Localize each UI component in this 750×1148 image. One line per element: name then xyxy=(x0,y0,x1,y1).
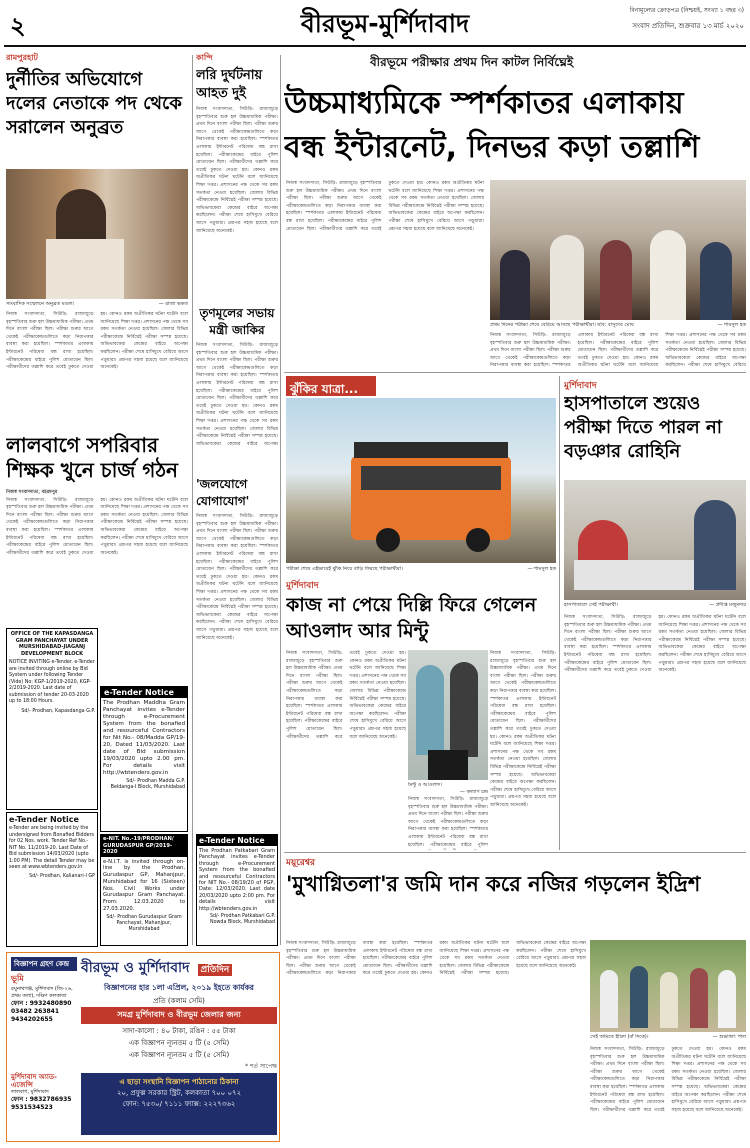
story-headline: লালবাগে সপরিবার শিক্ষক খুনে চার্জ গঠন xyxy=(6,433,178,482)
notice-body: The Prodhan Maddha Gram Panchayat invites e-Tender through e-Procurement System from the bonafied and resourceful Contractors for Nit No.- 08/Madda GP/19-20, Dated 11/03/2020. Last date of Bid submission 19/03/2020 upto 2.00 pm. For details visit http://wbtenders.gov.in xyxy=(103,700,185,776)
ad-agent-2 xyxy=(11,1073,75,1112)
photo-hospital xyxy=(564,480,746,600)
hospital-caption: হাসপাতালে সেই পরীক্ষার্থী। xyxy=(564,602,618,608)
ad-line-6: এক বিজ্ঞাপন ন্যূনতম ৫ টি (৫ সেমি) xyxy=(128,1051,230,1059)
page-number: ২ xyxy=(10,12,26,40)
story-place: কান্দি xyxy=(196,53,213,62)
story-left-1 xyxy=(6,52,188,427)
ad-header-label: বিজ্ঞাপন গ্রহণ কেন্দ্র xyxy=(11,957,77,971)
delhi-place: মুর্শিদাবাদ xyxy=(286,581,319,591)
notice-body: The Prodhan Patkabari Gram Panchayat invites e-Tender through e-Procurement System from the bonafied and resourceful Contractors for NIT No.- 08/19/20 of PGP, Date: 12/03/2020. Last date 20/03/2020 upto 2:00 pm. For details visit http://wbtenders.gov.in xyxy=(199,848,275,912)
notice-sign: Sd/- Prodhan, Kalianari-I GP xyxy=(29,873,95,879)
column-rule-2 xyxy=(280,55,281,945)
masthead-date: সংবাদ প্রতিদিন, শুক্রবার ১৩ মার্চ ২০২০ xyxy=(632,22,744,30)
photo-two-men xyxy=(408,650,488,780)
main-headline-2: বন্ধ ইন্টারনেট, দিনভর কড়া তল্লাশি xyxy=(284,130,700,165)
ad-agent-1-name: ভূমি xyxy=(11,974,24,983)
masthead-title: বীরভূম-মুর্শিদাবাদ xyxy=(300,9,470,38)
ad-footer-2: ২০, প্রফুল্ল সরকার স্ট্রিট, কলকাতা ৭০০ ০৭২ xyxy=(116,1089,242,1097)
bus-headline-text: ঝুঁকির যাত্রা... xyxy=(290,382,359,396)
story-place: রামপুরহাট xyxy=(6,53,38,62)
notice-gurudaspur xyxy=(100,834,188,946)
story-body: নিজস্ব সংবাদদাতা, সিউড়ি: রাজ্যজুড়ে বৃহস্পতিবার শুরু হল উচ্চমাধ্যমিক পরীক্ষা। প্রথম দিনে বাংলা পরীক্ষা ছিল। পরীক্ষা শুরুর আগে থেকেই পরীক্ষাকেন্দ্রগুলিতে কড়া নিরাপত্তার ব্যবস্থা করা হয়েছিল। স্পর্শকাতর এলাকায় ইন্টারনেট পরিষেবা বন্ধ রাখা হয়েছিল। পরীক্ষাকেন্দ্রের বাইরে পুলিশ মোতায়েন ছিল। পরীক্ষার্থীদের তল্লাশি করে তবেই ঢুকতে দেওয়া হয়। কোনও রকম অপ্রীতিকর ঘটনা ঘটেনি বলে জানিয়েছে শিক্ষা দপ্তর। প্রশাসনের পক্ষ থেকে সব রকম সতর্কতা নেওয়া হয়েছিল। জেলার বিভিন্ন পরীক্ষাকেন্দ্রে নির্বিঘ্নেই পরীক্ষা সম্পন্ন হয়েছে। অভিভাবকেরা কেন্দ্রের বাইরে অপেক্ষা করছিলেন। পরীক্ষা শেষে হাসিমুখে বেরিয়ে আসে পড়ুয়ারা। প্রশ্নপত্র সহজ হয়েছে বলে জানিয়েছে অনেকেই। xyxy=(6,497,188,556)
delhi-credit: — কল্যাণ চন্দ্র xyxy=(459,789,488,795)
ad-note: * শর্ত সাপেক্ষ xyxy=(245,1063,277,1070)
notice-body: NOTICE INVITING e-Tender. e-Tender are invited through online by Bid System under following Tender (Vide) No: KGP-1/2019-2020, KGP-2/2019-2020. Last date of submission of tender 20-03-2020 up to 18:00 Hours. xyxy=(9,660,95,704)
bus-credit: — শামসুল হক xyxy=(527,566,556,572)
story-byline: নিজস্ব সংবাদদাতা, বহরমপুর xyxy=(6,490,58,495)
column-rule-3 xyxy=(559,376,560,850)
photo-land-donation xyxy=(590,940,746,1032)
notice-sign: Sd/- Prodhan Gurudaspur Gram Panchayat, Mahanjpur, Murshidabad xyxy=(106,914,182,932)
notice-sign: Sd/- Prodhan Madda G.P. Beldanga-I Block, Murshidabad xyxy=(110,779,185,790)
bottom-body: নিজস্ব সংবাদদাতা, সিউড়ি: রাজ্যজুড়ে বৃহস্পতিবার শুরু হল উচ্চমাধ্যমিক পরীক্ষা। প্রথম দিনে বাংলা পরীক্ষা ছিল। পরীক্ষা শুরুর আগে থেকেই পরীক্ষাকেন্দ্রগুলিতে কড়া নিরাপত্তার ব্যবস্থা করা হয়েছিল। স্পর্শকাতর এলাকায় ইন্টারনেট পরিষেবা বন্ধ রাখা হয়েছিল। পরীক্ষাকেন্দ্রের বাইরে পুলিশ মোতায়েন ছিল। পরীক্ষার্থীদের তল্লাশি করে তবেই ঢুকতে দেওয়া হয়। কোনও রকম অপ্রীতিকর ঘটনা ঘটেনি বলে জানিয়েছে শিক্ষা দপ্তর। প্রশাসনের পক্ষ থেকে সব রকম সতর্কতা নেওয়া হয়েছিল। জেলার বিভিন্ন পরীক্ষাকেন্দ্রে নির্বিঘ্নেই পরীক্ষা সম্পন্ন হয়েছে। অভিভাবকেরা কেন্দ্রের বাইরে অপেক্ষা করছিলেন। পরীক্ষা শেষে হাসিমুখে বেরিয়ে আসে পড়ুয়ারা। প্রশ্নপত্র সহজ হয়েছে বলে জানিয়েছে অনেকেই। xyxy=(286,941,586,977)
notice-title: e-NIT. No.-19/PRODHAN/ GURUDASPUR GP/2019-2020 xyxy=(101,835,187,857)
ad-line-4: সাদা-কালো : ৪০ টাকা, রঙিন : ৫৫ টাকা xyxy=(122,1027,236,1035)
notice-body: e-N.I.T. is invited through on-line by the Prodhan, Gurudaspur GP, Mahanjpur, Murshidabad for 16 (Sixteen) Nos. Civil Works under Gurudaspur Gram Panchayat. From: 12.03.2020 to 27.03.2020. xyxy=(103,858,185,913)
story-mid-1 xyxy=(196,52,278,302)
story-body: নিজস্ব সংবাদদাতা, সিউড়ি: রাজ্যজুড়ে বৃহস্পতিবার শুরু হল উচ্চমাধ্যমিক পরীক্ষা। প্রথম দিনে বাংলা পরীক্ষা ছিল। পরীক্ষা শুরুর আগে থেকেই পরীক্ষাকেন্দ্রগুলিতে কড়া নিরাপত্তার ব্যবস্থা করা হয়েছিল। স্পর্শকাতর এলাকায় ইন্টারনেট পরিষেবা বন্ধ রাখা হয়েছিল। পরীক্ষাকেন্দ্রের বাইরে পুলিশ মোতায়েন ছিল। পরীক্ষার্থীদের তল্লাশি করে তবেই ঢুকতে দেওয়া হয়। কোনও রকম অপ্রীতিকর ঘটনা ঘটেনি বলে জানিয়েছে শিক্ষা দপ্তর। প্রশাসনের পক্ষ থেকে সব রকম সতর্কতা নেওয়া হয়েছিল। জেলার বিভিন্ন পরীক্ষাকেন্দ্রে নির্বিঘ্নেই পরীক্ষা সম্পন্ন হয়েছে। অভিভাবকেরা কেন্দ্রের বাইরে অপেক্ষা করছিলেন। পরীক্ষা শেষে হাসিমুখে বেরিয়ে আসে পড়ুয়ারা। প্রশ্নপত্র সহজ হয়েছে বলে জানিয়েছে অনেকেই। xyxy=(196,514,278,641)
ad-agent-2-name: মুর্শিদাবাদ অ্যাড-এজেন্সি xyxy=(11,1073,57,1089)
hospital-place: মুর্শিদাবাদ xyxy=(564,381,597,391)
delhi-caption: মিন্টু ও আওলাদ। xyxy=(408,782,443,788)
main-headline-1: উচ্চমাধ্যমিকে স্পর্শকাতর এলাকায় xyxy=(284,86,684,121)
story-mid-3 xyxy=(196,476,278,682)
story-body: নিজস্ব সংবাদদাতা, সিউড়ি: রাজ্যজুড়ে বৃহস্পতিবার শুরু হল উচ্চমাধ্যমিক পরীক্ষা। প্রথম দিনে বাংলা পরীক্ষা ছিল। পরীক্ষা শুরুর আগে থেকেই পরীক্ষাকেন্দ্রগুলিতে কড়া নিরাপত্তার ব্যবস্থা করা হয়েছিল। স্পর্শকাতর এলাকায় ইন্টারনেট পরিষেবা বন্ধ রাখা হয়েছিল। পরীক্ষাকেন্দ্রের বাইরে পুলিশ মোতায়েন ছিল। পরীক্ষার্থীদের তল্লাশি করে তবেই ঢুকতে দেওয়া হয়। কোনও রকম অপ্রীতিকর ঘটনা ঘটেনি বলে জানিয়েছে শিক্ষা দপ্তর। প্রশাসনের পক্ষ থেকে সব রকম সতর্কতা নেওয়া হয়েছিল। জেলার বিভিন্ন পরীক্ষাকেন্দ্রে নির্বিঘ্নেই পরীক্ষা সম্পন্ন হয়েছে। অভিভাবকেরা কেন্দ্রের বাইরে অপেক্ষা xyxy=(196,343,278,445)
story-headline: দুর্নীতির অভিযোগে দলের নেতাকে পদ থেকে সরালেন অনুব্রত xyxy=(6,69,182,138)
ad-brand xyxy=(81,956,277,978)
story-headline: লরি দুর্ঘটনায় আহত দুই xyxy=(196,68,263,101)
delhi-body: নিজস্ব সংবাদদাতা, সিউড়ি: রাজ্যজুড়ে বৃহস্পতিবার শুরু হল উচ্চমাধ্যমিক পরীক্ষা। প্রথম দিনে বাংলা পরীক্ষা ছিল। পরীক্ষা শুরুর আগে থেকেই পরীক্ষাকেন্দ্রগুলিতে কড়া নিরাপত্তার ব্যবস্থা করা হয়েছিল। স্পর্শকাতর এলাকায় ইন্টারনেট পরিষেবা বন্ধ রাখা হয়েছিল। পরীক্ষাকেন্দ্রের বাইরে পুলিশ মোতায়েন ছিল। পরীক্ষার্থীদের তল্লাশি করে তবেই ঢুকতে দেওয়া হয়। কোনও রকম অপ্রীতিকর ঘটনা ঘটেনি বলে জানিয়েছে শিক্ষা দপ্তর। প্রশাসনের পক্ষ থেকে সব রকম সতর্কতা নেওয়া হয়েছিল। জেলার বিভিন্ন পরীক্ষাকেন্দ্রে নির্বিঘ্নেই পরীক্ষা সম্পন্ন হয়েছে। অভিভাবকেরা কেন্দ্রের বাইরে অপেক্ষা করছিলেন। পরীক্ষা শেষে হাসিমুখে বেরিয়ে আসে পড়ুয়ারা। প্রশ্নপত্র সহজ হয়েছে বলে জানিয়েছে অনেকেই। xyxy=(286,651,406,740)
masthead xyxy=(0,0,750,46)
ad-box xyxy=(6,952,280,1142)
notice-title: e-Tender Notice xyxy=(101,687,187,698)
main-photo-caption: প্রথম দিনের পরীক্ষা শেষে বেরিয়ে আসছে পরীক্ষার্থীরা। ছবি: বাসুদেব ঘোষ xyxy=(490,322,634,328)
ad-agent-1 xyxy=(11,973,75,1024)
ad-footer-3: ফোন: ৭৫৩০/ ৭১১১ ফ্যাক্স: ২২২৭৩৬২ xyxy=(122,1100,236,1108)
notice-title: OFFICE OF THE KAPASDANGA GRAM PANCHAYAT UNDER MURSHIDABAD-JIAGANJ DEVELOPMENT BLOCK xyxy=(10,631,94,657)
masthead-rule xyxy=(4,45,746,47)
ad-agent-1-phone: ফোন : 9932480890 03482 263841 9434202655 xyxy=(11,1000,72,1023)
main-photo-credit: — শামসুল হক xyxy=(717,322,746,328)
ad-line-2: প্রতি (কলাম সেমি) xyxy=(153,997,205,1005)
photo-press-conference xyxy=(6,169,188,299)
story-mid-2 xyxy=(196,305,278,445)
notice-title: e-Tender Notice xyxy=(9,815,79,824)
story-body: নিজস্ব সংবাদদাতা, সিউড়ি: রাজ্যজুড়ে বৃহস্পতিবার শুরু হল উচ্চমাধ্যমিক পরীক্ষা। প্রথম দিনে বাংলা পরীক্ষা ছিল। পরীক্ষা শুরুর আগে থেকেই পরীক্ষাকেন্দ্রগুলিতে কড়া নিরাপত্তার ব্যবস্থা করা হয়েছিল। স্পর্শকাতর এলাকায় ইন্টারনেট পরিষেবা বন্ধ রাখা হয়েছিল। পরীক্ষাকেন্দ্রের বাইরে পুলিশ মোতায়েন ছিল। পরীক্ষার্থীদের তল্লাশি করে তবেই ঢুকতে দেওয়া হয়। কোনও রকম অপ্রীতিকর ঘটনা ঘটেনি বলে জানিয়েছে শিক্ষা দপ্তর। প্রশাসনের পক্ষ থেকে সব রকম সতর্কতা নেওয়া হয়েছিল। জেলার বিভিন্ন পরীক্ষাকেন্দ্রে নির্বিঘ্নেই পরীক্ষা সম্পন্ন হয়েছে। অভিভাবকেরা কেন্দ্রের বাইরে অপেক্ষা করছিলেন। পরীক্ষা শেষে হাসিমুখে বেরিয়ে আসে পড়ুয়ারা। প্রশ্নপত্র সহজ হয়েছে বলে জানিয়েছে অনেকেই। xyxy=(6,312,188,371)
delhi-body-3: নিজস্ব সংবাদদাতা, সিউড়ি: রাজ্যজুড়ে বৃহস্পতিবার শুরু হল উচ্চমাধ্যমিক পরীক্ষা। প্রথম দিনে বাংলা পরীক্ষা ছিল। পরীক্ষা শুরুর আগে থেকেই পরীক্ষাকেন্দ্রগুলিতে কড়া নিরাপত্তার ব্যবস্থা করা হয়েছিল। স্পর্শকাতর এলাকায় ইন্টারনেট পরিষেবা বন্ধ রাখা হয়েছিল। পরীক্ষাকেন্দ্রের বাইরে পুলিশ xyxy=(408,797,488,848)
kicker-top: বীরভূমে পরীক্ষার প্রথম দিন কাটল নির্বিঘ্নেই xyxy=(370,55,574,69)
story-headline: তৃণমূলের সভায় মন্ত্রী জাকির xyxy=(199,306,275,337)
ad-brand-name: বীরভূম ও মুর্শিদাবাদ xyxy=(81,960,190,976)
hospital-credit: — প্রদীপ্ত মজুমদার xyxy=(709,602,746,608)
notice-title: e-Tender Notice xyxy=(197,835,277,846)
bottom-headline: 'মুখাগ্নিতলা'র জমি দান করে নজির গড়লেন ইদ্রিশ xyxy=(286,872,701,896)
ad-agent-2-addr: লালবাগ, মুর্শিদাবাদ xyxy=(11,1089,49,1095)
ad-line-5: এক বিজ্ঞাপন ন্যূনতম ৫ টি (৫ সেমি) xyxy=(128,1039,230,1047)
notice-etender-left xyxy=(6,812,98,947)
story-left-2 xyxy=(6,433,188,633)
ad-agent-1-addr: রঘুনাথগঞ্জ, মুর্শিদাবাদ (জি-২৬, প্রথম তলা), দক্ষিণ কলকাতা xyxy=(11,986,73,999)
hospital-body: নিজস্ব সংবাদদাতা, সিউড়ি: রাজ্যজুড়ে বৃহস্পতিবার শুরু হল উচ্চমাধ্যমিক পরীক্ষা। প্রথম দিনে বাংলা পরীক্ষা ছিল। পরীক্ষা শুরুর আগে থেকেই পরীক্ষাকেন্দ্রগুলিতে কড়া নিরাপত্তার ব্যবস্থা করা হয়েছিল। স্পর্শকাতর এলাকায় ইন্টারনেট পরিষেবা বন্ধ রাখা হয়েছিল। পরীক্ষাকেন্দ্রের বাইরে পুলিশ মোতায়েন ছিল। পরীক্ষার্থীদের তল্লাশি করে তবেই ঢুকতে দেওয়া হয়। কোনও রকম অপ্রীতিকর ঘটনা ঘটেনি বলে জানিয়েছে শিক্ষা দপ্তর। প্রশাসনের পক্ষ থেকে সব রকম সতর্কতা নেওয়া হয়েছিল। জেলার বিভিন্ন পরীক্ষাকেন্দ্রে নির্বিঘ্নেই পরীক্ষা সম্পন্ন হয়েছে। অভিভাবকেরা কেন্দ্রের বাইরে অপেক্ষা করছিলেন। পরীক্ষা শেষে হাসিমুখে বেরিয়ে আসে পড়ুয়ারা। প্রশ্নপত্র সহজ হয়েছে বলে জানিয়েছে অনেকেই। xyxy=(564,615,746,674)
ad-footer xyxy=(81,1073,277,1135)
ad-line-1: বিজ্ঞাপনের হার ১লা এপ্রিল, ২০১৯ ইহতে কার্যকর xyxy=(104,983,254,992)
delhi-headline: কাজ না পেয়ে দিল্লি ফিরে গেলেন আওলাদ আর মিন্টু xyxy=(286,594,537,642)
delhi-body-2: নিজস্ব সংবাদদাতা, সিউড়ি: রাজ্যজুড়ে বৃহস্পতিবার শুরু হল উচ্চমাধ্যমিক পরীক্ষা। প্রথম দিনে বাংলা পরীক্ষা ছিল। পরীক্ষা শুরুর আগে থেকেই পরীক্ষাকেন্দ্রগুলিতে কড়া নিরাপত্তার ব্যবস্থা করা হয়েছিল। স্পর্শকাতর এলাকায় ইন্টারনেট পরিষেবা বন্ধ রাখা হয়েছিল। পরীক্ষাকেন্দ্রের বাইরে পুলিশ মোতায়েন ছিল। পরীক্ষার্থীদের তল্লাশি করে তবেই ঢুকতে দেওয়া হয়। কোনও রকম অপ্রীতিকর ঘটনা ঘটেনি বলে জানিয়েছে শিক্ষা দপ্তর। প্রশাসনের পক্ষ থেকে সব রকম সতর্কতা নেওয়া হয়েছিল। জেলার বিভিন্ন পরীক্ষাকেন্দ্রে নির্বিঘ্নেই পরীক্ষা সম্পন্ন হয়েছে। অভিভাবকেরা কেন্দ্রের বাইরে অপেক্ষা করছিলেন। পরীক্ষা শেষে হাসিমুখে বেরিয়ে আসে পড়ুয়ারা। প্রশ্নপত্র সহজ হয়েছে বলে জানিয়েছে অনেকেই। xyxy=(490,651,556,808)
photo-caption: সাংবাদিক সম্মেলনে অনুব্রত মণ্ডল। xyxy=(6,301,75,307)
bottom-place: ময়ূরেশ্বর xyxy=(286,858,315,868)
ad-line-3: সমগ্র মুর্শিদাবাদ ও বীরভূম জেলার জন্য xyxy=(81,1007,277,1024)
main-story-rule xyxy=(284,372,746,373)
masthead-right-top: বিনামূল্যের ক্রোড়পত্র (নিশ্চয়ই, সংখ্যা ১ বছর ৩) xyxy=(629,7,744,14)
notice-patkabari xyxy=(196,834,278,946)
notice-maddha xyxy=(100,686,188,832)
main-story-body-2: নিজস্ব সংবাদদাতা, সিউড়ি: রাজ্যজুড়ে বৃহস্পতিবার শুরু হল উচ্চমাধ্যমিক পরীক্ষা। প্রথম দিনে বাংলা পরীক্ষা ছিল। পরীক্ষা শুরুর আগে থেকেই পরীক্ষাকেন্দ্রগুলিতে কড়া নিরাপত্তার ব্যবস্থা করা হয়েছিল। স্পর্শকাতর এলাকায় ইন্টারনেট পরিষেবা বন্ধ রাখা হয়েছিল। পরীক্ষাকেন্দ্রের বাইরে পুলিশ মোতায়েন ছিল। পরীক্ষার্থীদের তল্লাশি করে তবেই ঢুকতে দেওয়া হয়। কোনও রকম অপ্রীতিকর ঘটনা ঘটেনি বলে জানিয়েছে শিক্ষা দপ্তর। প্রশাসনের পক্ষ থেকে সব রকম সতর্কতা নেওয়া হয়েছিল। জেলার বিভিন্ন পরীক্ষাকেন্দ্রে নির্বিঘ্নেই পরীক্ষা সম্পন্ন হয়েছে। অভিভাবকেরা কেন্দ্রের বাইরে অপেক্ষা করছিলেন। পরীক্ষা শেষে হাসিমুখে বেরিয়ে xyxy=(490,333,746,369)
column-rule-1 xyxy=(192,55,193,945)
bottom-body-2: নিজস্ব সংবাদদাতা, সিউড়ি: রাজ্যজুড়ে বৃহস্পতিবার শুরু হল উচ্চমাধ্যমিক পরীক্ষা। প্রথম দিনে বাংলা পরীক্ষা ছিল। পরীক্ষা শুরুর আগে থেকেই পরীক্ষাকেন্দ্রগুলিতে কড়া নিরাপত্তার ব্যবস্থা করা হয়েছিল। স্পর্শকাতর এলাকায় ইন্টারনেট পরিষেবা বন্ধ রাখা হয়েছিল। পরীক্ষাকেন্দ্রের বাইরে পুলিশ মোতায়েন ছিল। পরীক্ষার্থীদের তল্লাশি করে তবেই ঢুকতে দেওয়া হয়। কোনও রকম অপ্রীতিকর ঘটনা ঘটেনি বলে জানিয়েছে শিক্ষা দপ্তর। প্রশাসনের পক্ষ থেকে সব রকম সতর্কতা নেওয়া হয়েছিল। জেলার বিভিন্ন পরীক্ষাকেন্দ্রে নির্বিঘ্নেই পরীক্ষা সম্পন্ন হয়েছে। অভিভাবকেরা কেন্দ্রের বাইরে অপেক্ষা করছিলেন। পরীক্ষা শেষে হাসিমুখে বেরিয়ে আসে পড়ুয়ারা। প্রশ্নপত্র সহজ হয়েছে বলে জানিয়েছে অনেকেই। xyxy=(590,1047,746,1113)
bottom-credit: — শুভজিৎ পাল xyxy=(712,1034,746,1040)
photo-credit: — রাজা ভকত xyxy=(158,301,188,307)
bottom-caption: সেই জমিতে ইদ্রিশ (বাঁ দিকে)। xyxy=(590,1034,649,1040)
ad-footer-1: এ ছাড়া সংস্থানি বিজ্ঞাপন পাঠানোর ঠিকানা xyxy=(119,1078,239,1086)
ad-brand-logo: প্রতিদিন xyxy=(198,964,233,976)
notice-kapasdanga xyxy=(6,628,98,810)
story-headline: 'জলযোগে যোগাযোগ' xyxy=(196,477,250,508)
story-body: নিজস্ব সংবাদদাতা, সিউড়ি: রাজ্যজুড়ে বৃহস্পতিবার শুরু হল উচ্চমাধ্যমিক পরীক্ষা। প্রথম দিনে বাংলা পরীক্ষা ছিল। পরীক্ষা শুরুর আগে থেকেই পরীক্ষাকেন্দ্রগুলিতে কড়া নিরাপত্তার ব্যবস্থা করা হয়েছিল। স্পর্শকাতর এলাকায় ইন্টারনেট পরিষেবা বন্ধ রাখা হয়েছিল। পরীক্ষাকেন্দ্রের বাইরে পুলিশ মোতায়েন ছিল। পরীক্ষার্থীদের তল্লাশি করে তবেই ঢুকতে দেওয়া হয়। কোনও রকম অপ্রীতিকর ঘটনা ঘটেনি বলে জানিয়েছে শিক্ষা দপ্তর। প্রশাসনের পক্ষ থেকে সব রকম সতর্কতা নেওয়া হয়েছিল। জেলার বিভিন্ন পরীক্ষাকেন্দ্রে নির্বিঘ্নেই পরীক্ষা সম্পন্ন হয়েছে। অভিভাবকেরা কেন্দ্রের বাইরে অপেক্ষা করছিলেন। পরীক্ষা শেষে হাসিমুখে বেরিয়ে আসে পড়ুয়ারা। প্রশ্নপত্র সহজ হয়েছে বলে জানিয়েছে অনেকেই। xyxy=(196,107,278,234)
notice-sign: Sd/- Prodhan Patkabari G.P. Nowda Block, Murshidabad xyxy=(209,914,275,926)
bottom-story-rule xyxy=(284,852,746,853)
bus-caption: পরীক্ষা শেষে এইভাবেই ঝুঁকি নিয়ে বাড়ি ফিরছে পরীক্ষার্থীরা। xyxy=(286,566,403,572)
notice-sign: Sd/- Prodhan, Kapasdanga G.P. xyxy=(21,708,95,714)
ad-agent-2-phone: ফোন : 9832786935 9531534523 xyxy=(11,1096,72,1111)
notice-body: e-Tender are being invited by the undersigned from Bonafied Bidders for 02 Nos. work. Tender Ref No.- NIT No. 11/2019-20. Last Date of Bid submission 14/03/2020 (upto 1:00 PM). The detail Tender may be seen at www.wbtenders.gov.in xyxy=(9,826,95,870)
photo-exam-students xyxy=(490,180,746,320)
hospital-headline: হাসপাতালে শুয়েও পরীক্ষা দিতে পারল না বড়ঞার রোহিনি xyxy=(564,393,722,462)
main-story-body: নিজস্ব সংবাদদাতা, সিউড়ি: রাজ্যজুড়ে বৃহস্পতিবার শুরু হল উচ্চমাধ্যমিক পরীক্ষা। প্রথম দিনে বাংলা পরীক্ষা ছিল। পরীক্ষা শুরুর আগে থেকেই পরীক্ষাকেন্দ্রগুলিতে কড়া নিরাপত্তার ব্যবস্থা করা হয়েছিল। স্পর্শকাতর এলাকায় ইন্টারনেট পরিষেবা বন্ধ রাখা হয়েছিল। পরীক্ষাকেন্দ্রের বাইরে পুলিশ মোতায়েন ছিল। পরীক্ষার্থীদের তল্লাশি করে তবেই ঢুকতে দেওয়া হয়। কোনও রকম অপ্রীতিকর ঘটনা ঘটেনি বলে জানিয়েছে শিক্ষা দপ্তর। প্রশাসনের পক্ষ থেকে সব রকম সতর্কতা নেওয়া হয়েছিল। জেলার বিভিন্ন পরীক্ষাকেন্দ্রে নির্বিঘ্নেই পরীক্ষা সম্পন্ন হয়েছে। অভিভাবকেরা কেন্দ্রের বাইরে অপেক্ষা করছিলেন। পরীক্ষা শেষে হাসিমুখে বেরিয়ে আসে পড়ুয়ারা। প্রশ্নপত্র সহজ হয়েছে বলে জানিয়েছে অনেকেই। xyxy=(286,181,484,232)
photo-bus xyxy=(286,398,556,563)
bus-story-headline xyxy=(286,376,376,396)
